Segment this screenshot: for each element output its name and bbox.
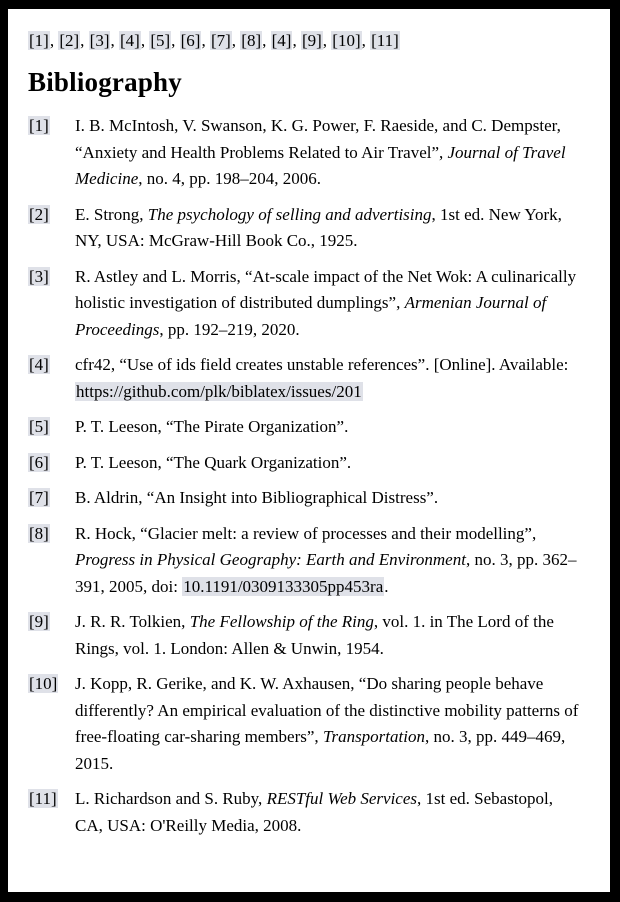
reference-entry xyxy=(28,352,584,405)
reference-label[interactable]: [10] xyxy=(29,674,58,693)
reference-label[interactable]: [6] xyxy=(29,452,49,472)
citation-link[interactable]: [8] xyxy=(241,31,262,50)
citation-line: [1], [2], [3], [4], [5], [6], [7], [8], [4], [9], [10], [11] xyxy=(29,31,399,50)
reference-label-cell xyxy=(28,113,75,140)
reference-label-cell xyxy=(28,485,75,512)
reference-text xyxy=(75,202,584,255)
reference-text-segment: P. T. Leeson, “The Pirate Organization”. xyxy=(75,417,349,436)
reference-text xyxy=(75,414,584,441)
reference-label[interactable]: [4] xyxy=(29,355,49,374)
reference-entry xyxy=(28,671,584,777)
reference-text-segment: J. R. R. Tolkien, xyxy=(75,612,190,631)
reference-text xyxy=(75,113,584,193)
reference-entry xyxy=(28,786,584,839)
reference-label-cell xyxy=(28,671,75,698)
reference-text xyxy=(75,786,584,839)
reference-text-segment: J. Kopp, R. Gerike, and K. W. Axhausen, “Do sharing people behave differently? An empirical evaluation of the distinctive mobility patterns of free-floating car-sharing members”, xyxy=(75,674,579,746)
reference-text-segment: , no. 4, pp. 198–204, 2006. xyxy=(138,169,321,188)
reference-label-cell xyxy=(28,450,75,477)
reference-label[interactable]: [2] xyxy=(29,204,49,224)
reference-text-segment: E. Strong, xyxy=(75,204,148,224)
reference-label[interactable]: [8] xyxy=(29,523,49,543)
reference-label[interactable]: [3] xyxy=(29,266,49,286)
reference-text-segment: , 1st ed. Sebastopol, CA, USA: O'Reilly Media, 2008. xyxy=(75,789,554,835)
reference-text xyxy=(75,609,584,662)
reference-title-italic: The psychology of selling and advertising xyxy=(147,204,432,224)
reference-entry xyxy=(28,485,584,512)
reference-text-segment: cfr42, “Use of ids field creates unstable references”. [Online]. Available: xyxy=(75,355,569,374)
reference-label[interactable]: [9] xyxy=(29,612,49,631)
reference-entry xyxy=(28,609,584,662)
citation-link[interactable]: [10] xyxy=(332,31,361,50)
citation-link[interactable]: [4] xyxy=(119,31,140,50)
reference-label[interactable]: [11] xyxy=(29,789,57,808)
reference-list xyxy=(28,113,584,839)
reference-title-italic: RESTful Web Services xyxy=(266,789,418,808)
citation-link[interactable]: [5] xyxy=(150,31,171,50)
reference-text-segment: B. Aldrin, “An Insight into Bibliographical Distress”. xyxy=(75,488,439,507)
citation-link[interactable]: [7] xyxy=(210,31,231,50)
reference-title-italic: Transportation xyxy=(322,727,425,746)
reference-link[interactable]: https://github.com/plk/biblatex/issues/201 xyxy=(76,381,362,401)
reference-entry xyxy=(28,264,584,344)
reference-text-segment: P. T. Leeson, “The Quark Organization”. xyxy=(75,452,352,472)
reference-label-cell xyxy=(28,414,75,441)
reference-entry xyxy=(28,113,584,193)
citation-link[interactable]: [11] xyxy=(371,31,399,50)
reference-text xyxy=(75,264,584,344)
reference-link[interactable]: 10.1191/0309133305pp453ra xyxy=(183,576,384,596)
reference-text-segment: , vol. 1. in The Lord of the Rings, vol. 1. London: Allen & Unwin, 1954. xyxy=(75,612,554,658)
reference-entry xyxy=(28,450,584,477)
reference-entry xyxy=(28,414,584,441)
reference-text-segment: . xyxy=(384,576,389,596)
reference-text-segment: R. Hock, “Glacier melt: a review of processes and their modelling”, xyxy=(75,523,537,543)
citation-link[interactable]: [3] xyxy=(89,31,110,50)
reference-text-segment: I. B. McIntosh, V. Swanson, K. G. Power, F. Raeside, and C. Dempster, “Anxiety and Health Problems Related to Air Travel”, xyxy=(75,116,561,162)
citation-link[interactable]: [1] xyxy=(29,31,49,50)
reference-label-cell xyxy=(28,521,75,548)
reference-title-italic: The Fellowship of the Ring xyxy=(189,612,374,631)
reference-label[interactable]: [1] xyxy=(29,116,49,135)
reference-label-cell xyxy=(28,609,75,636)
page-title: Bibliography xyxy=(28,67,182,97)
reference-label-cell xyxy=(28,352,75,379)
reference-text-segment: , 1st ed. New York, NY, USA: McGraw-Hill Book Co., 1925. xyxy=(75,204,562,250)
reference-text xyxy=(75,521,584,601)
reference-text xyxy=(75,450,584,477)
reference-text-segment: L. Richardson and S. Ruby, xyxy=(75,789,267,808)
reference-entry xyxy=(28,202,584,255)
reference-title-italic: Journal of Travel Medicine xyxy=(75,142,566,188)
reference-label-cell xyxy=(28,202,75,229)
reference-text xyxy=(75,671,584,777)
document-page xyxy=(8,9,610,892)
citation-link[interactable]: [6] xyxy=(180,31,201,50)
reference-entry xyxy=(28,521,584,601)
reference-text-segment: , pp. 192–219, 2020. xyxy=(159,319,300,339)
citation-link[interactable]: [9] xyxy=(301,31,322,50)
reference-label-cell xyxy=(28,786,75,813)
reference-label[interactable]: [7] xyxy=(29,488,49,507)
reference-text xyxy=(75,352,584,405)
reference-label-cell xyxy=(28,264,75,291)
reference-title-italic: Progress in Physical Geography: Earth and Environment xyxy=(75,550,466,569)
citation-link[interactable]: [2] xyxy=(59,31,80,50)
reference-text-segment: , no. 3, pp. 449–469, 2015. xyxy=(75,727,566,773)
reference-text-segment: R. Astley and L. Morris, “At-scale impact of the Net Wok: A culinarically holistic investigation of distributed dumplings”, xyxy=(75,266,577,312)
reference-text xyxy=(75,485,584,512)
reference-text-segment: , no. 3, pp. 362–391, 2005, doi: xyxy=(75,550,577,596)
citation-link[interactable]: [4] xyxy=(271,31,292,50)
reference-label[interactable]: [5] xyxy=(29,417,49,436)
reference-title-italic: Armenian Journal of Proceedings xyxy=(75,293,547,339)
